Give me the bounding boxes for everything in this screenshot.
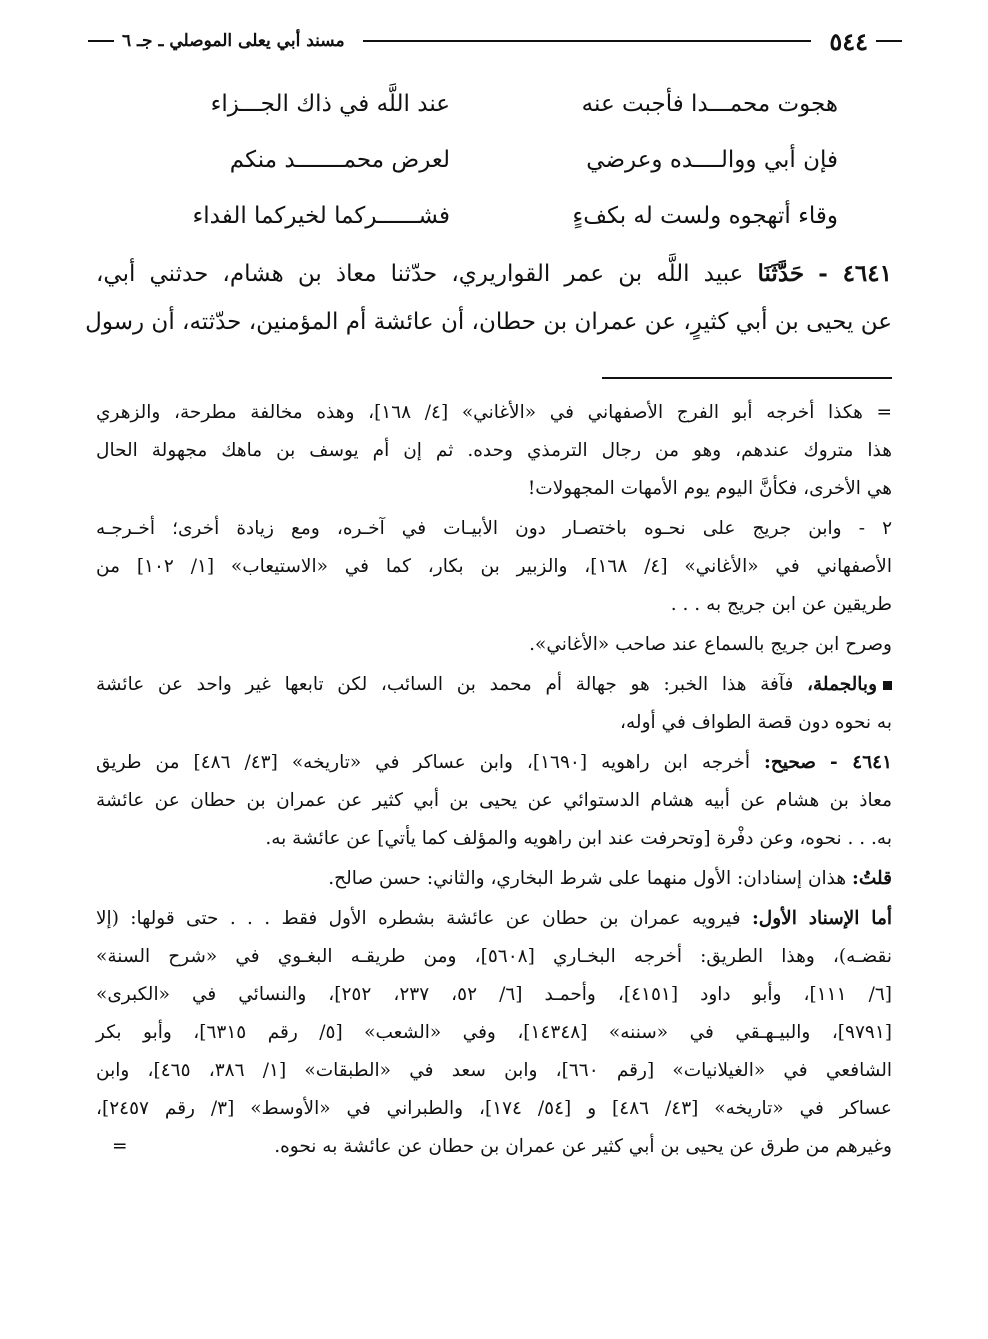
footnote-text: فآفة هذا الخبر: هو جهالة أم محمد بن السائب، لكن تابعها غير واحد عن عائشة (96, 674, 794, 695)
footnote-text: أخرجه ابن راهويه [١٦٩٠]، وابن عساكر في «تاريخه» [٤٣/ ٤٨٦] من طريق (96, 752, 751, 773)
footnote-paragraph (96, 394, 892, 508)
main-hadith-text (85, 250, 892, 346)
verse-first-hemistich: فإن أبي ووالــــده وعرضي (586, 147, 838, 173)
verse (150, 132, 838, 188)
footnote-line: معاذ بن هشام عن أبيه هشام الدستوائي عن يحيى بن أبي كثير عن عمران بن حطان عن عائشة (96, 790, 892, 811)
main-line-rest: عبيد اللَّه بن عمر القواريري، حدّثنا معاذ بن هشام، حدثني أبي، (96, 261, 744, 287)
footnote-line: نقضـه)، وهذا الطريق: أخرجه البخـاري [٥٦٠٨]، ومن طريقـه البغـوي في «شرح السنة» (96, 946, 893, 967)
square-bullet-icon (883, 681, 892, 690)
grading-label: صحيح: (764, 752, 817, 773)
verse-first-hemistich: وقاء أتهجوه ولست له بكفءٍ (572, 203, 838, 229)
footnote-paragraph (96, 860, 892, 898)
footnote-line: = هكذا أخرجه أبو الفرج الأصفهاني في «الأغاني» [٤/ ١٦٨]، وهذه مخالفة مطرحة، والزهري (96, 402, 892, 423)
verse-second-hemistich: فشــــــركما لخيركما الفداء (192, 203, 450, 229)
footnote-line (96, 1128, 892, 1166)
footnote-line: هي الأخرى، فكأنَّ اليوم يوم الأمهات المجهولات! (527, 478, 892, 499)
footnote-paragraph (96, 666, 892, 742)
page-header (88, 26, 902, 56)
paragraph-label: قلتُ: (852, 868, 892, 889)
footnote-line: عساكر في «تاريخه» [٤٣/ ٤٨٦] و [٥٤/ ١٧٤]، والطبراني في «الأوسط» [٣/ رقم ٢٤٥٧]، (96, 1098, 892, 1119)
footnote-text: وغيرهم من طرق عن يحيى بن أبي كثير عن عمران بن حطان عن عائشة به نحوه. (274, 1136, 892, 1157)
verse (150, 76, 838, 132)
footnote-line: هذا متروك عندهم، وهو من رجال الترمذي وحده. ثم إن أم يوسف بن ماهك مجهولة الحال (96, 440, 892, 461)
footnote-line (96, 860, 892, 898)
footnote-separator (602, 377, 892, 379)
footnote-paragraph (96, 626, 892, 664)
footnote-line (96, 666, 892, 704)
header-rule-middle (363, 40, 812, 42)
main-line (96, 250, 892, 298)
paragraph-label: وبالجملة، (807, 674, 878, 695)
verse-second-hemistich: لعرض محمـــــــد منكم (229, 147, 450, 173)
hadith-opening: حَدَّثَنَا (757, 260, 805, 287)
footnote-line (96, 744, 892, 782)
footnote-text: فيرويه عمران بن حطان عن عائشة بشطره الأول فقط . . . حتى قولها: (إلا (96, 908, 741, 929)
book-title: مسند أبي يعلى الموصلي ـ جـ ٦ (122, 31, 345, 51)
footnote-paragraph (96, 510, 892, 624)
hadith-number: ٤٦٤١ - (818, 260, 892, 287)
footnote-line: وصرح ابن جريج بالسماع عند صاحب «الأغاني». (529, 634, 892, 655)
page-number: ٥٤٤ (829, 26, 868, 56)
header-rule-left (88, 40, 114, 42)
poem (150, 76, 838, 244)
footnotes (96, 394, 892, 1168)
footnote-line: به. . . نحوه، وعن دفْرة [وتحرفت عند ابن راهويه والمؤلف كما يأتي] عن عائشة به. (265, 828, 892, 849)
footnote-line: به نحوه دون قصة الطواف في أوله، (620, 712, 892, 733)
footnote-line: الأصفهاني في «الأغاني» [٤/ ١٦٨]، والزبير بن بكار، كما في «الاستيعاب» [١/ ١٠٢] من (96, 556, 892, 577)
footnote-paragraph (96, 744, 892, 858)
footnote-line: طريقين عن ابن جريج به . . . (670, 594, 892, 615)
footnote-line (96, 900, 892, 938)
verse (150, 188, 838, 244)
verse-first-hemistich: هجوت محمـــدا فأجبت عنه (581, 91, 838, 117)
verse-second-hemistich: عند اللَّه في ذاك الجـــزاء (210, 91, 450, 117)
footnote-line: ٢ - وابن جريج على نحـوه باختصـار دون الأبيـات في آخـره، ومع زيادة أخرى؛ أخـرجـه (96, 518, 892, 539)
footnote-number: ٤٦٤١ - (830, 752, 893, 773)
main-line: عن يحيى بن أبي كثيرٍ، عن عمران بن حطان، أن عائشة أم المؤمنين، حدّثته، أن رسول (85, 309, 892, 335)
footnote-line: [٩٧٩١]، والبيـهـقي في «سننه» [١٤٣٤٨]، وفي «الشعب» [٥/ رقم ٦٣١٥]، وأبو بكر (96, 1022, 892, 1043)
footnote-line: [٦/ ١١١]، وأبو داود [٤١٥١]، وأحمـد [٦/ ٥٢، ٢٣٧، ٢٥٢]، والنسائي في «الكبرى» (96, 984, 892, 1005)
footnote-line: الشافعي في «الغيلانيات» [رقم ٦٦٠]، وابن سعد في «الطبقات» [١/ ٣٨٦، ٤٦٥]، وابن (96, 1060, 892, 1081)
header-rule-right (876, 40, 902, 42)
continuation-mark: = (112, 1136, 128, 1157)
footnote-paragraph (96, 900, 892, 1166)
paragraph-label: أما الإسناد الأول: (751, 908, 892, 929)
footnote-text: هذان إسنادان: الأول منهما على شرط البخاري، والثاني: حسن صالح. (328, 868, 847, 889)
